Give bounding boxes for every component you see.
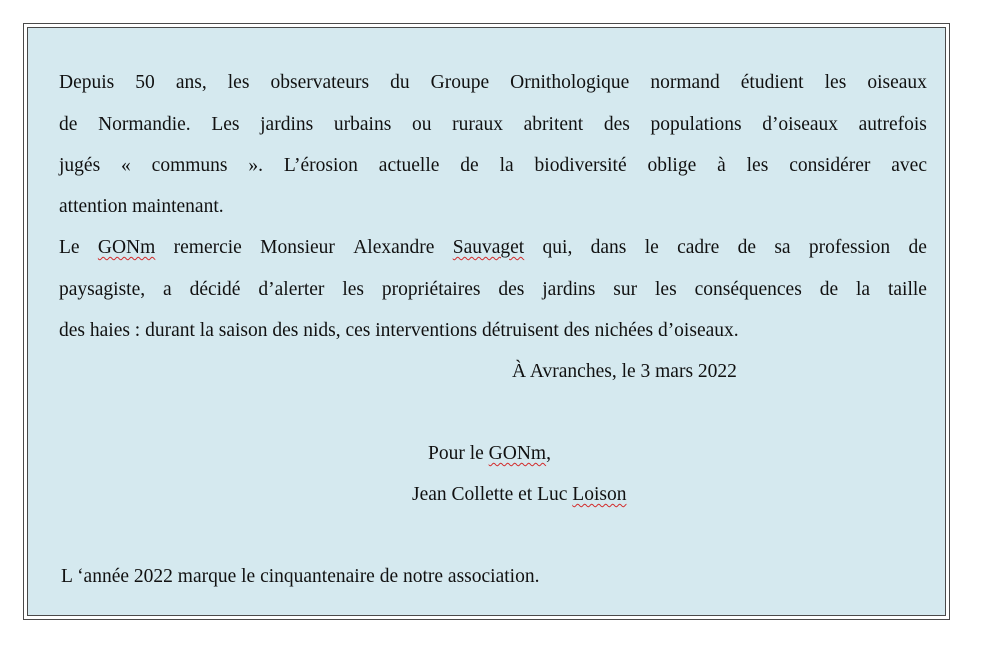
signature-line-1 [428, 444, 551, 464]
place-date: À Avranches, le 3 mars 2022 [512, 361, 737, 382]
paragraph-2-line-3: des haies : durant la saison des nids, ces interventions détruisent des nichées d’oiseaux. [59, 320, 739, 341]
paragraph-2-line-1: Le GONm remercie Monsieur Alexandre Sauvaget qui, dans le cadre de sa profession de [59, 237, 927, 258]
paragraph-1-line-3: jugés « communs ». L’érosion actuelle de la biodiversité oblige à les considérer avec [59, 155, 927, 176]
signature-text-c: , [546, 443, 551, 464]
signature-text-a: Pour le [428, 443, 489, 464]
paragraph-1-line-1: Depuis 50 ans, les observateurs du Groupe Ornithologique normand étudient les oiseaux [59, 72, 927, 93]
signature-names: Jean Collette et Luc [412, 484, 573, 505]
signature-line-2 [412, 485, 626, 505]
signature-gonm-word: GONm [488, 443, 547, 464]
loison-word: Loison [572, 484, 627, 505]
paragraph-1-line-2: de Normandie. Les jardins urbains ou ruraux abritent des populations d’oiseaux autrefois [59, 114, 927, 135]
footer-note: L ‘année 2022 marque le cinquantenaire de notre association. [61, 566, 540, 587]
paragraph-2-line-2: paysagiste, a décidé d’alerter les propriétaires des jardins sur les conséquences de la taille [59, 279, 927, 300]
paragraph-1-line-4: attention maintenant. [59, 196, 224, 217]
